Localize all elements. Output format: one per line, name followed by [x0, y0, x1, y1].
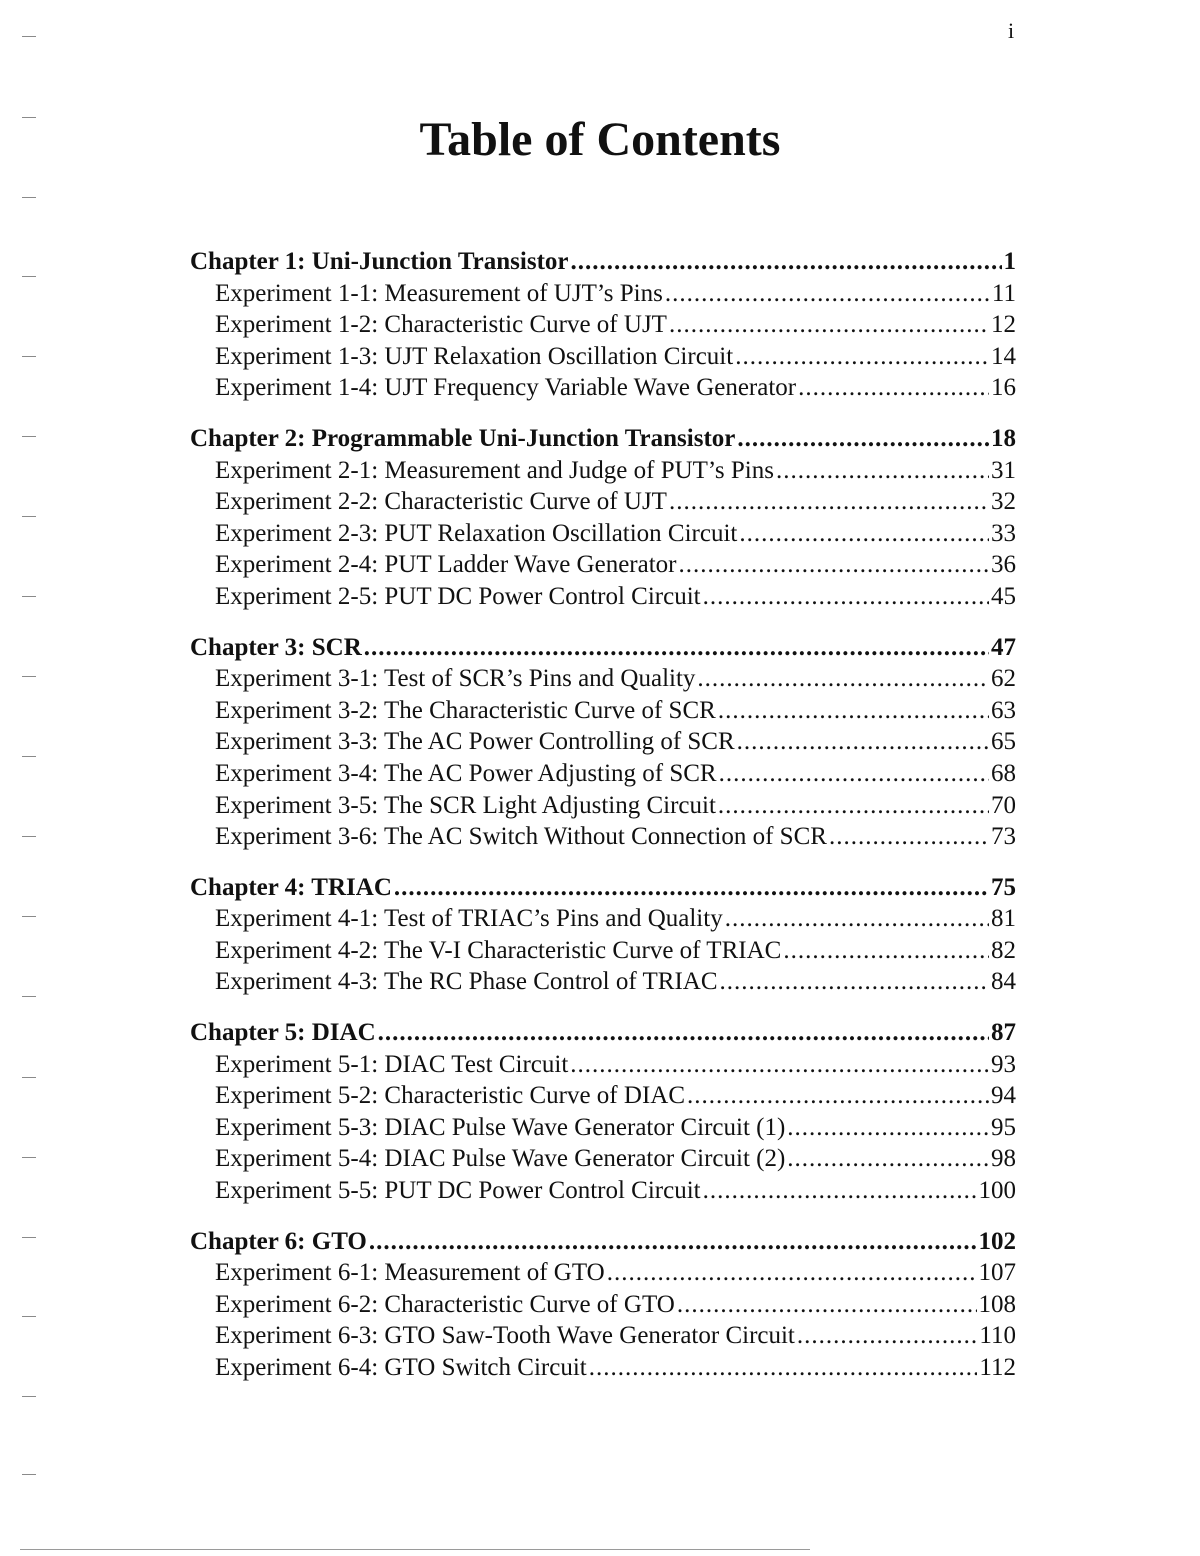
experiment-title: Experiment 4-3: The RC Phase Control of TRIAC	[215, 968, 718, 996]
margin-mark	[22, 1396, 36, 1397]
experiment-page: 95	[991, 1113, 1016, 1141]
experiment-entry	[190, 792, 1016, 824]
experiment-title: Experiment 3-3: The AC Power Controlling of SCR	[215, 728, 735, 756]
dot-leader	[720, 968, 989, 996]
dot-leader	[687, 1082, 989, 1110]
experiment-title: Experiment 5-4: DIAC Pulse Wave Generator Circuit (2)	[215, 1145, 786, 1173]
experiment-title: Experiment 5-5: PUT DC Power Control Circuit	[215, 1177, 701, 1205]
experiment-entry	[190, 1354, 1016, 1386]
footer-rule	[20, 1549, 810, 1550]
dot-leader	[797, 1322, 978, 1350]
experiment-page: 14	[991, 342, 1016, 370]
chapter-page: 102	[978, 1227, 1016, 1255]
margin-mark	[22, 516, 36, 517]
margin-mark	[22, 276, 36, 277]
experiment-title: Experiment 5-2: Characteristic Curve of DIAC	[215, 1082, 685, 1110]
chapter-block-2	[190, 425, 1016, 615]
experiment-page: 73	[991, 823, 1016, 851]
dot-leader	[798, 374, 989, 402]
experiment-title: Experiment 3-6: The AC Switch Without Connection of SCR	[215, 823, 827, 851]
experiment-page: 62	[991, 665, 1016, 693]
experiment-entry	[190, 905, 1016, 937]
experiment-entry	[190, 1177, 1016, 1209]
dot-leader	[739, 520, 989, 548]
experiment-entry	[190, 374, 1016, 406]
experiment-entry	[190, 1082, 1016, 1114]
chapter-page: 87	[991, 1019, 1016, 1047]
experiment-title: Experiment 1-3: UJT Relaxation Oscillation Circuit	[215, 342, 734, 370]
margin-mark	[22, 756, 36, 757]
chapter-block-4	[190, 874, 1016, 1000]
experiment-page: 107	[978, 1259, 1016, 1287]
dot-leader	[829, 823, 989, 851]
dot-leader	[677, 1291, 977, 1319]
dot-leader	[787, 1145, 989, 1173]
dot-leader	[737, 728, 989, 756]
experiment-title: Experiment 2-1: Measurement and Judge of PUT’s Pins	[215, 456, 774, 484]
dot-leader	[589, 1354, 978, 1382]
chapter-entry	[190, 874, 1016, 906]
experiment-page: 11	[991, 279, 1016, 307]
chapter-page: 75	[991, 873, 1016, 901]
chapter-entry	[190, 425, 1016, 457]
experiment-page: 94	[991, 1082, 1016, 1110]
experiment-title: Experiment 1-2: Characteristic Curve of UJT	[215, 311, 667, 339]
dot-leader	[703, 583, 989, 611]
chapter-block-6	[190, 1228, 1016, 1386]
margin-mark	[22, 996, 36, 997]
experiment-page: 68	[991, 759, 1016, 787]
experiment-page: 110	[979, 1322, 1016, 1350]
dot-leader	[776, 457, 989, 485]
dot-leader	[725, 905, 989, 933]
chapter-entry	[190, 248, 1016, 280]
chapter-block-5	[190, 1019, 1016, 1209]
dot-leader	[718, 792, 989, 820]
dot-leader	[719, 760, 989, 788]
experiment-page: 12	[991, 311, 1016, 339]
experiment-entry	[190, 1114, 1016, 1146]
margin-mark	[22, 1474, 36, 1475]
chapter-entry	[190, 634, 1016, 666]
experiment-page: 32	[991, 488, 1016, 516]
chapter-block-3	[190, 634, 1016, 855]
experiment-page: 84	[991, 968, 1016, 996]
experiment-title: Experiment 1-1: Measurement of UJT’s Pins	[215, 279, 663, 307]
experiment-entry	[190, 1145, 1016, 1177]
margin-mark	[22, 1316, 36, 1317]
margin-mark	[22, 356, 36, 357]
experiment-entry	[190, 760, 1016, 792]
experiment-entry	[190, 457, 1016, 489]
page-number: i	[1008, 18, 1015, 43]
experiment-page: 81	[991, 905, 1016, 933]
experiment-entry	[190, 520, 1016, 552]
experiment-entry	[190, 1291, 1016, 1323]
experiment-page: 70	[991, 791, 1016, 819]
dot-leader	[787, 1114, 989, 1142]
chapter-block-1	[190, 248, 1016, 406]
experiment-entry	[190, 1259, 1016, 1291]
dot-leader	[735, 343, 989, 371]
experiment-title: Experiment 4-2: The V-I Characteristic Curve of TRIAC	[215, 936, 782, 964]
experiment-title: Experiment 3-5: The SCR Light Adjusting Circuit	[215, 791, 716, 819]
experiment-title: Experiment 3-4: The AC Power Adjusting of SCR	[215, 759, 717, 787]
experiment-page: 100	[978, 1177, 1016, 1205]
dot-leader	[394, 874, 989, 902]
experiment-title: Experiment 4-1: Test of TRIAC’s Pins and Quality	[215, 905, 723, 933]
dot-leader	[718, 697, 989, 725]
experiment-entry	[190, 488, 1016, 520]
dot-leader	[669, 488, 989, 516]
page-title: Table of Contents	[419, 113, 781, 166]
dot-leader	[703, 1177, 977, 1205]
experiment-entry	[190, 311, 1016, 343]
experiment-title: Experiment 5-1: DIAC Test Circuit	[215, 1050, 569, 1078]
experiment-page: 31	[991, 456, 1016, 484]
experiment-entry	[190, 968, 1016, 1000]
chapter-page: 1	[1003, 248, 1016, 275]
dot-leader	[737, 425, 989, 453]
dot-leader	[364, 634, 989, 662]
dot-leader	[679, 551, 990, 579]
chapter-title: Chapter 1: Uni-Junction Transistor	[190, 248, 569, 275]
margin-mark	[22, 36, 36, 37]
chapter-page: 47	[991, 633, 1016, 661]
experiment-title: Experiment 6-3: GTO Saw-Tooth Wave Generator Circuit	[215, 1322, 795, 1350]
experiment-page: 108	[978, 1290, 1016, 1318]
experiment-title: Experiment 6-4: GTO Switch Circuit	[215, 1354, 587, 1381]
experiment-entry	[190, 583, 1016, 615]
experiment-page: 112	[979, 1354, 1016, 1381]
margin-mark	[22, 916, 36, 917]
dot-leader	[369, 1228, 977, 1256]
experiment-entry	[190, 551, 1016, 583]
experiment-page: 65	[991, 728, 1016, 756]
experiment-title: Experiment 5-3: DIAC Pulse Wave Generator Circuit (1)	[215, 1113, 786, 1141]
experiment-title: Experiment 2-3: PUT Relaxation Oscillation Circuit	[215, 519, 738, 547]
dot-leader	[607, 1259, 977, 1287]
chapter-title: Chapter 6: GTO	[190, 1227, 367, 1255]
chapter-title: Chapter 5: DIAC	[190, 1019, 376, 1047]
experiment-page: 45	[991, 582, 1016, 610]
experiment-page: 63	[991, 696, 1016, 724]
chapter-entry	[190, 1019, 1016, 1051]
experiment-entry	[190, 937, 1016, 969]
chapter-title: Chapter 3: SCR	[190, 633, 362, 661]
margin-mark	[22, 197, 36, 198]
experiment-title: Experiment 2-5: PUT DC Power Control Circuit	[215, 582, 701, 610]
experiment-title: Experiment 3-1: Test of SCR’s Pins and Quality	[215, 665, 696, 693]
experiment-entry	[190, 1322, 1016, 1354]
margin-mark	[22, 1077, 36, 1078]
experiment-page: 82	[991, 936, 1016, 964]
experiment-title: Experiment 1-4: UJT Frequency Variable Wave Generator	[215, 374, 797, 402]
experiment-entry	[190, 665, 1016, 697]
experiment-title: Experiment 6-1: Measurement of GTO	[215, 1259, 605, 1287]
experiment-page: 98	[991, 1145, 1016, 1173]
margin-mark	[22, 676, 36, 677]
experiment-page: 33	[991, 519, 1016, 547]
dot-leader	[378, 1019, 989, 1047]
chapter-title: Chapter 2: Programmable Uni-Junction Transistor	[190, 424, 736, 452]
margin-mark	[22, 436, 36, 437]
dot-leader	[669, 311, 989, 339]
chapter-title: Chapter 4: TRIAC	[190, 873, 392, 901]
chapter-page: 18	[991, 424, 1016, 452]
dot-leader	[783, 937, 989, 965]
experiment-title: Experiment 2-4: PUT Ladder Wave Generator	[215, 551, 677, 579]
experiment-entry	[190, 343, 1016, 375]
experiment-page: 93	[991, 1050, 1016, 1078]
dot-leader	[571, 248, 1002, 276]
chapter-entry	[190, 1228, 1016, 1260]
experiment-page: 36	[991, 551, 1016, 579]
experiment-title: Experiment 3-2: The Characteristic Curve of SCR	[215, 696, 716, 724]
experiment-title: Experiment 6-2: Characteristic Curve of GTO	[215, 1290, 675, 1318]
margin-mark	[22, 1237, 36, 1238]
table-of-contents	[190, 248, 1016, 1405]
experiment-title: Experiment 2-2: Characteristic Curve of UJT	[215, 488, 667, 516]
experiment-page: 16	[991, 374, 1016, 402]
margin-mark	[22, 596, 36, 597]
dot-leader	[665, 280, 990, 308]
margin-mark	[22, 836, 36, 837]
experiment-entry	[190, 280, 1016, 312]
dot-leader	[570, 1051, 989, 1079]
dot-leader	[697, 665, 989, 693]
experiment-entry	[190, 728, 1016, 760]
experiment-entry	[190, 697, 1016, 729]
experiment-entry	[190, 823, 1016, 855]
margin-mark	[22, 1157, 36, 1158]
experiment-entry	[190, 1051, 1016, 1083]
margin-mark	[22, 117, 36, 118]
